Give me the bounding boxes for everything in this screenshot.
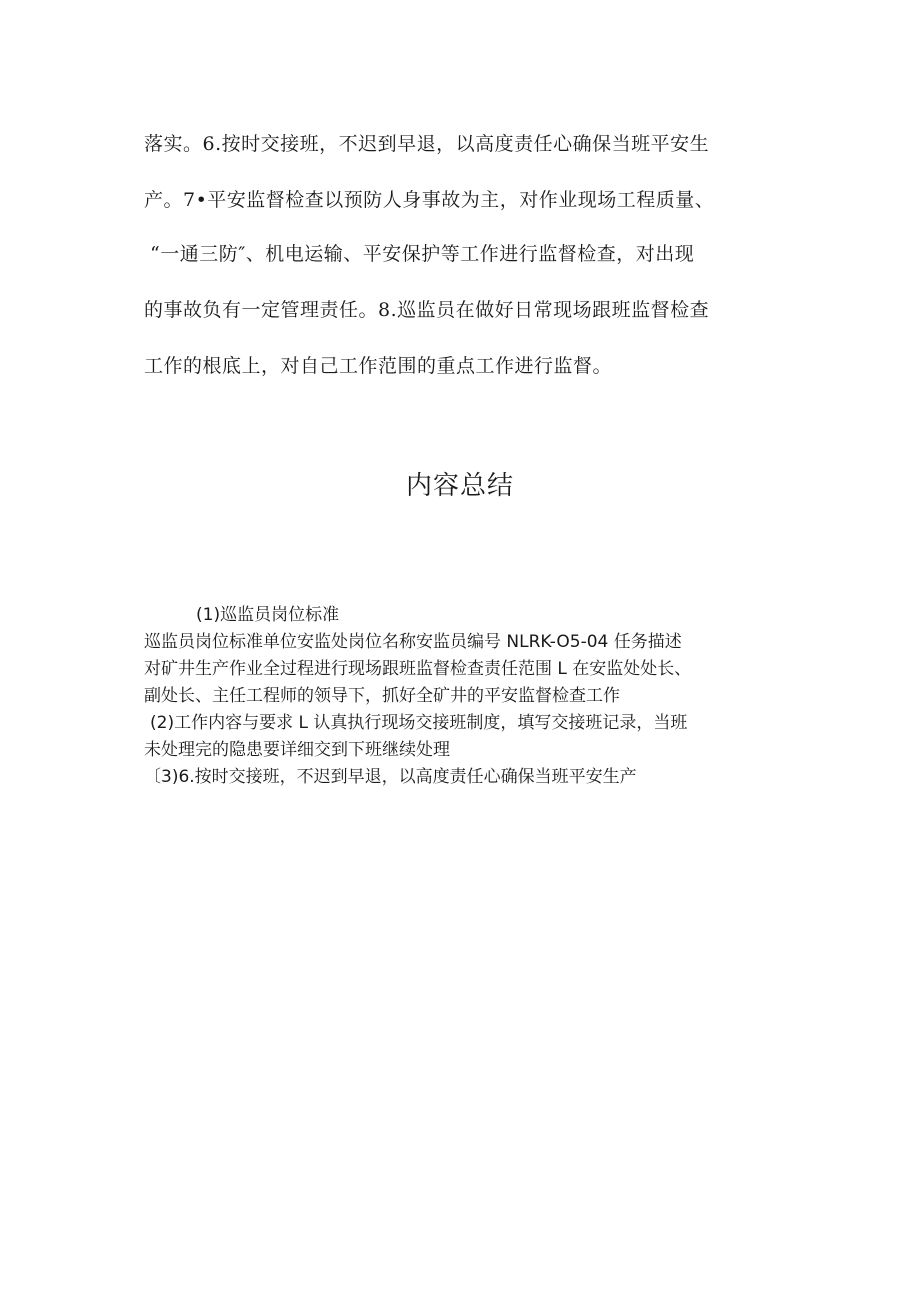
body-line-1: 落实。6.按时交接班，不迟到早退，以高度责任心确保当班平安生	[144, 133, 710, 155]
summary-line-7: 〔3)6.按时交接班，不迟到早退，以高度责任心确保当班平安生产	[144, 767, 637, 787]
summary-line-3: 对矿井生产作业全过程进行现场跟班监督检查责任范围 L 在安监处处长、	[144, 659, 692, 679]
summary-line-4: 副处长、主任工程师的领导下，抓好全矿井的平安监督检查工作	[144, 686, 620, 706]
summary-line-6: 未处理完的隐患要详细交到下班继续处理	[144, 740, 450, 760]
body-line-4: 的事故负有一定管理责任。8.巡监员在做好日常现场跟班监督检查	[144, 299, 710, 321]
body-line-5: 工作的根底上，对自己工作范围的重点工作进行监督。	[144, 355, 613, 377]
body-line-3: “一通三防″、机电运输、平安保护等工作进行监督检查，对出现	[150, 243, 695, 265]
body-line-2: 产。7•平安监督检查以预防人身事故为主，对作业现场工程质量、	[144, 189, 715, 211]
summary-title: 内容总结	[405, 471, 514, 501]
summary-line-2: 巡监员岗位标准单位安监处岗位名称安监员编号 NLRK-O5-04 任务描述	[144, 632, 682, 652]
summary-line-1: (1)巡监员岗位标准	[196, 605, 340, 625]
summary-line-5: (2)工作内容与要求 L 认真执行现场交接班制度，填写交接班记录，当班	[150, 713, 688, 733]
